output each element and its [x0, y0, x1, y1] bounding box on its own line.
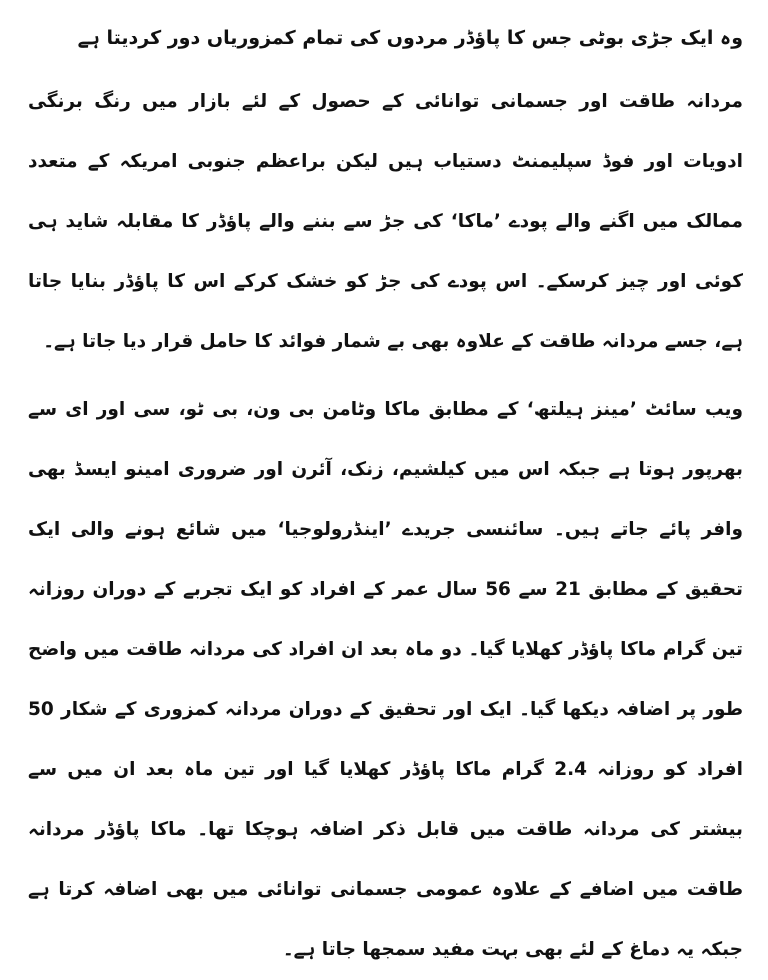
article: [28, 18, 743, 980]
paragraph-intro: مردانہ طاقت اور جسمانی توانائی کے حصول کے لئے بازار میں رنگ برنگی ادویات اور فوڈ سپلیمنٹ دستیاب ہیں لیکن براعظم جنوبی امریکہ کے متعدد ممالک میں اگنے والے پودے ’ماکا‘ کی جڑ سے بننے والے پاؤڈر کا مقابلہ شاید ہی کوئی اور چیز کرسکے۔ اس پودے کی جڑ کو خشک کرکے اس کا پاؤڈر بنایا جاتا ہے، جسے مردانہ طاقت کے علاوہ بھی بے شمار فوائد کا حامل قرار دیا جاتا ہے۔: [28, 91, 743, 352]
paragraph-research: ویب سائٹ ’مینز ہیلتھ‘ کے مطابق ماکا وٹامن بی ون، بی ٹو، سی اور ای سے بھرپور ہوتا ہے جبکہ اس میں کیلشیم، زنک، آئرن اور ضروری امینو ایسڈ بھی وافر پائے جاتے ہیں۔ سائنسی جریدے ’اینڈرولوجیا‘ میں شائع ہونے والی ایک تحقیق کے مطابق 21 سے 56 سال عمر کے افراد کو ایک تجربے کے دوران روزانہ تین گرام ماکا پاؤڈر کھلایا گیا۔ دو ماہ بعد ان افراد کی مردانہ طاقت میں واضح طور پر اضافہ دیکھا گیا۔ ایک اور تحقیق کے دوران مردانہ کمزوری کے شکار 50 افراد کو روزانہ 2.4 گرام ماکا پاؤڈر کھلایا گیا اور تین ماہ بعد ان میں سے بیشتر کی مردانہ طاقت میں قابل ذکر اضافہ ہوچکا تھا۔ ماکا پاؤڈر مردانہ طاقت میں اضافے کے علاوہ عمومی جسمانی توانائی میں بھی اضافہ کرتا ہے جبکہ یہ دماغ کے لئے بھی بہت مفید سمجھا جاتا ہے۔: [28, 399, 744, 960]
article-title: وہ ایک جڑی بوٹی جس کا پاؤڈر مردوں کی تمام کمزوریاں دور کردیتا ہے: [77, 27, 743, 49]
